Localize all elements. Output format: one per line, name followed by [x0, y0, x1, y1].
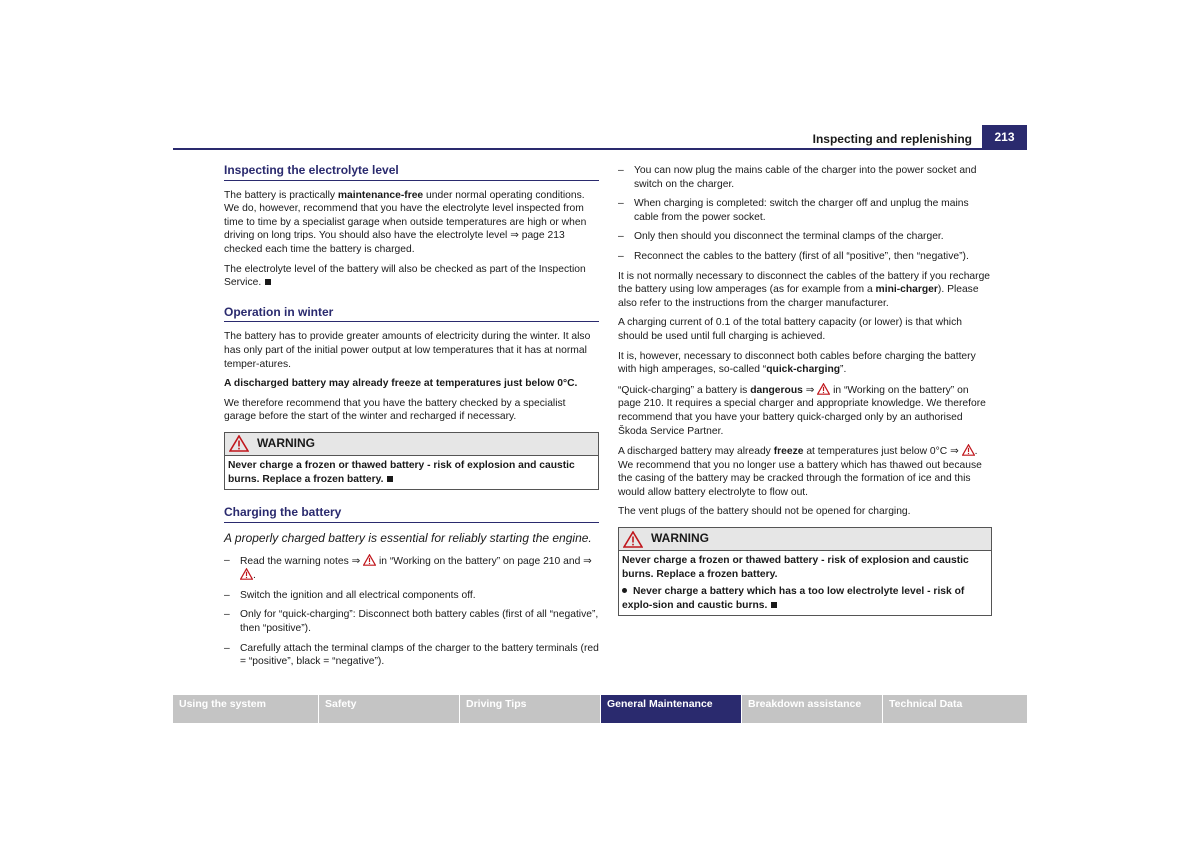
paragraph-winter-power: The battery has to provide greater amounts of electricity during the winter. It also has only part of the initial power output at low temperatures that it has at normal temper-atures. — [224, 331, 591, 370]
list-item: – Read the warning notes ⇒ in “Working on the battery” on page 210 and ⇒ . — [224, 554, 592, 582]
warning-body — [225, 456, 598, 489]
tab-technical-data[interactable]: Technical Data — [883, 695, 1027, 723]
paragraph-inspection-service: The electrolyte level of the battery will also be checked as part of the Inspection Service. — [224, 263, 586, 289]
warning-label: WARNING — [257, 436, 315, 451]
list-item: – Reconnect the cables to the battery (first of all “positive”, then “negative”). — [618, 250, 969, 262]
warning-text: Never charge a frozen or thawed battery - risk of explosion and caustic burns. Replace a frozen battery. — [622, 555, 969, 580]
warning-label: WARNING — [651, 531, 709, 546]
chapter-tab-bar — [173, 695, 1027, 723]
warning-triangle-icon — [817, 383, 830, 395]
list-item: – When charging is completed: switch the charger off and unplug the mains cable from the power socket. — [618, 198, 969, 223]
end-of-section-square-icon — [387, 476, 393, 482]
paragraph-freeze-casing: A discharged battery may already freeze at temperatures just below 0°C ⇒ . We recommend that you no longer use a battery which has thawed out because the casing of the battery may be cracked through the formation of ice and this would allow battery electrolyte to flow out. — [618, 446, 982, 498]
lead-text: A properly charged battery is essential for reliably starting the engine. — [224, 530, 592, 545]
running-header-title: Inspecting and replenishing — [812, 132, 972, 146]
reference-arrow: ⇒ — [805, 384, 815, 396]
header-rule — [173, 148, 1027, 150]
warning-header — [619, 528, 991, 551]
warning-triangle-icon — [962, 444, 975, 456]
warning-triangle-icon — [623, 531, 643, 548]
paragraph-quick-charging-dangerous: “Quick-charging” a battery is dangerous ⇒ in “Working on the battery” on page 210. It requires a special charger and appropriate knowledge. We therefore recommend that you have your battery quick-charged only by an authorised Škoda Service Partner. — [618, 384, 986, 437]
charging-steps-list — [224, 554, 599, 669]
paragraph-charging-current: A charging current of 0.1 of the total battery capacity (or lower) is that which should be used until full charging is achieved. — [618, 317, 962, 342]
warning-header — [225, 433, 598, 456]
reference-arrow: ⇒ — [950, 446, 959, 458]
tab-using-the-system[interactable]: Using the system — [173, 695, 318, 723]
list-item: – Only then should you disconnect the terminal clamps of the charger. — [618, 231, 944, 243]
reference-arrow: ⇒ — [583, 555, 592, 567]
paragraph-maintenance-free: The battery is practically maintenance-free under normal operating conditions. We do, however, recommend that you have the electrolyte level inspected from time to time by a specialist garage when outside temperatures are high or when driving on long trips. You should also have the electrolyte level ⇒ page 213 checked each time the battery is charged. — [224, 189, 587, 255]
heading-charging-the-battery: Charging the battery — [224, 506, 599, 523]
warning-box-charging — [618, 527, 992, 616]
list-item: – Switch the ignition and all electrical components off. — [224, 589, 476, 601]
tab-general-maintenance[interactable]: General Maintenance — [601, 695, 741, 723]
warning-box-winter — [224, 432, 599, 490]
page-number: 213 — [982, 125, 1027, 149]
tab-breakdown-assistance[interactable]: Breakdown assistance — [742, 695, 882, 723]
charging-steps-list-continued — [618, 164, 992, 264]
paragraph-winter-check: We therefore recommend that you have the battery checked by a specialist garage before the start of the winter and recharged if necessary. — [224, 397, 566, 423]
tab-safety[interactable]: Safety — [319, 695, 459, 723]
tab-driving-tips[interactable]: Driving Tips — [460, 695, 600, 723]
reference-arrow: ⇒ — [351, 555, 361, 567]
warning-triangle-icon — [240, 568, 253, 580]
paragraph-mini-charger: It is not normally necessary to disconnect the cables of the battery if you recharge the battery using low amperages (as for example from a mini-charger). Please also refer to the instructions from the charger manufacturer. — [618, 270, 991, 309]
right-column — [618, 164, 992, 624]
warning-triangle-icon — [363, 554, 376, 566]
paragraph-freeze-note: A discharged battery may already freeze at temperatures just below 0°C. — [224, 378, 578, 390]
warning-body — [619, 551, 991, 615]
list-item: – You can now plug the mains cable of the charger into the power socket and switch on the charger. — [618, 165, 977, 190]
warning-text: Never charge a frozen or thawed battery - risk of explosion and caustic burns. Replace a frozen battery. — [228, 459, 575, 485]
heading-operation-in-winter: Operation in winter — [224, 306, 599, 323]
warning-text-bulleted: Never charge a battery which has a too low electrolyte level - risk of explo-sion and caustic burns. — [622, 586, 965, 611]
heading-electrolyte-level: Inspecting the electrolyte level — [224, 164, 599, 181]
list-item: – Carefully attach the terminal clamps of the charger to the battery terminals (red = “positive”, black = “negative”). — [224, 642, 599, 668]
paragraph-quick-charging: It is, however, necessary to disconnect both cables before charging the battery with high amperages, so-called “quick-charging”. — [618, 350, 976, 376]
bullet-dot-icon — [622, 588, 627, 593]
end-of-section-square-icon — [265, 279, 271, 285]
left-column — [224, 164, 599, 675]
list-item: – Only for “quick-charging”: Disconnect both battery cables (first of all “negative”, then “positive”). — [224, 609, 599, 635]
reference-arrow: ⇒ — [510, 230, 519, 242]
paragraph-vent-plugs: The vent plugs of the battery should not be opened for charging. — [618, 506, 911, 518]
end-of-section-square-icon — [771, 602, 777, 608]
warning-triangle-icon — [229, 435, 249, 452]
